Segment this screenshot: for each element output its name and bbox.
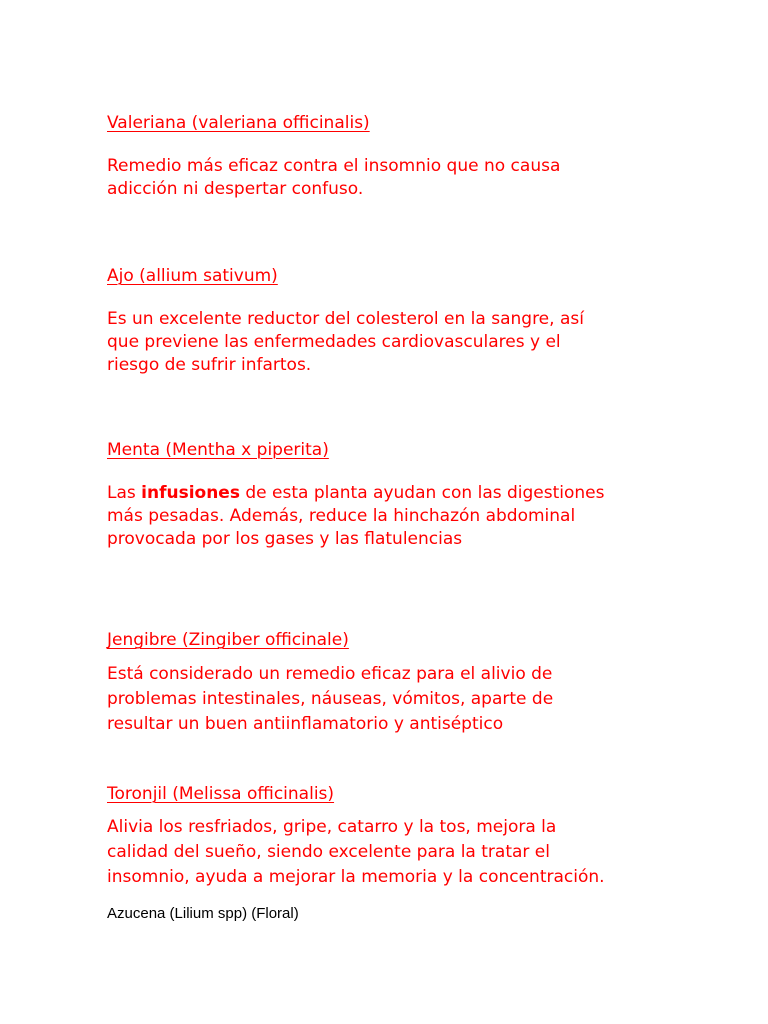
paragraph-line: provocada por los gases y las flatulencias	[107, 529, 463, 549]
paragraph-menta	[107, 482, 605, 551]
heading-menta: Menta (Mentha x piperita)	[107, 440, 329, 460]
paragraph-line: Alivia los resfriados, gripe, catarro y la tos, mejora la	[107, 817, 557, 837]
paragraph-toronjil	[107, 815, 605, 890]
paragraph-line: que previene las enfermedades cardiovasculares y el	[107, 332, 561, 352]
paragraph-line: insomnio, ayuda a mejorar la memoria y la concentración.	[107, 867, 605, 887]
heading-ajo: Ajo (allium sativum)	[107, 266, 278, 286]
paragraph-line: calidad del sueño, siendo excelente para la tratar el	[107, 842, 550, 862]
paragraph-jengibre	[107, 662, 553, 737]
heading-jengibre: Jengibre (Zingiber officinale)	[107, 630, 349, 650]
paragraph-line: resultar un buen antiinflamatorio y antiséptico	[107, 714, 504, 734]
paragraph-text: de esta planta ayudan con las digestiones	[245, 483, 605, 503]
heading-toronjil: Toronjil (Melissa officinalis)	[107, 784, 335, 804]
paragraph-text: Las	[107, 483, 136, 503]
heading-valeriana: Valeriana (valeriana officinalis)	[107, 113, 370, 133]
paragraph-line: Remedio más eficaz contra el insomnio que no causa	[107, 156, 561, 176]
paragraph-line	[107, 482, 605, 505]
bold-term-infusiones: infusiones	[141, 483, 240, 503]
paragraph-line: Está considerado un remedio eficaz para el alivio de	[107, 664, 553, 684]
paragraph-line: Es un excelente reductor del colesterol en la sangre, así	[107, 309, 584, 329]
paragraph-line: problemas intestinales, náuseas, vómitos, aparte de	[107, 689, 554, 709]
paragraph-ajo	[107, 308, 584, 377]
paragraph-line: riesgo de sufrir infartos.	[107, 355, 312, 375]
paragraph-valeriana	[107, 155, 560, 201]
paragraph-line: adicción ni despertar confuso.	[107, 179, 364, 199]
paragraph-line: más pesadas. Además, reduce la hinchazón abdominal	[107, 506, 576, 526]
note-azucena: Azucena (Lilium spp) (Floral)	[107, 905, 299, 922]
